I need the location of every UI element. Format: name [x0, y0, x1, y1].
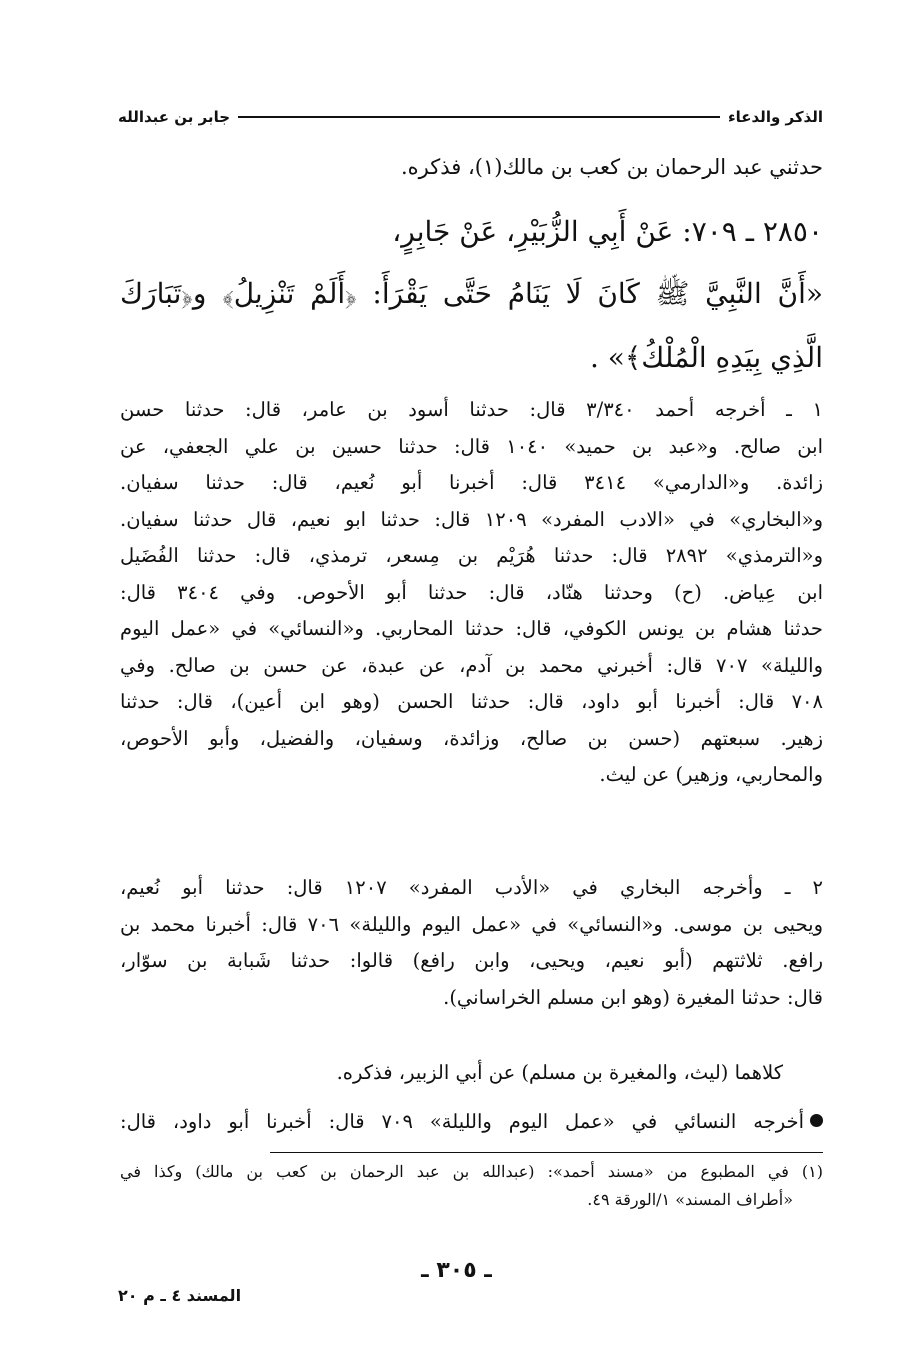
note-line: ٢ ـ وأخرجه البخاري في «الأدب المفرد» ١٢٠٧ قال: حدثنا أبو نُعيم، — [120, 876, 824, 899]
conclusion-line: كلاهما (ليث، والمغيرة بن مسلم) عن أبي الزبير، فذكره. — [336, 1061, 783, 1084]
hadith-heading: ٢٨٥٠ ـ ٧٠٩: عَنْ أَبِي الزُّبَيْرِ، عَنْ جَابِرٍ، — [392, 215, 823, 248]
note-line: قال: حدثنا المغيرة (وهو ابن مسلم الخراساني). — [443, 985, 823, 1009]
header-section-title: الذكر والدعاء — [727, 108, 823, 126]
note-line: و«الترمذي» ٢٨٩٢ قال: حدثنا هُرَيْم بن مِسعر، ترمذي، قال: حدثنا الفُضَيل — [120, 544, 823, 567]
note-line: زهير. سبعتهم (حسن بن صالح، وزائدة، وسفيان، والفضيل، وأبو الأحوص، — [120, 726, 823, 750]
note-line: ٧٠٨ قال: أخبرنا أبو داود، قال: حدثنا الحسن (وهو ابن أعين)، قال: حدثنا — [120, 690, 823, 713]
note-line: زائدة. و«الدارمي» ٣٤١٤ قال: أخبرنا أبو نُعيم، قال: حدثنا سفيان. — [120, 471, 823, 494]
page-number: ـ ٣٠٥ ـ — [421, 1258, 492, 1283]
hadith-line: الَّذِي بِيَدِهِ الْمُلْكُ﴾» . — [589, 341, 823, 374]
running-header — [118, 96, 823, 126]
note-line: و«البخاري» في «الادب المفرد» ١٢٠٩ قال: حدثنا ابو نعيم، قال حدثنا سفيان. — [120, 507, 823, 531]
note-line: ابن عِياض. (ح) وحدثنا هنّاد، قال: حدثنا أبو الأحوص. وفي ٣٤٠٤ قال: — [120, 580, 824, 604]
bullet-note-text: أخرجه النسائي في «عمل اليوم والليلة» ٧٠٩ قال: أخبرنا أبو داود، قال: — [120, 1110, 804, 1133]
hadith-line: «أَنَّ النَّبِيَّ ﷺ كَانَ لَا يَنَامُ حَتَّى يَقْرَأَ: ﴿أَلَمْ تَنْزِيلُ﴾ و﴿تَبَارَكَ — [120, 277, 823, 310]
footnote — [120, 1158, 823, 1214]
takhrij-note-1 — [120, 392, 823, 794]
footnote-line: «أطراف المسند» ١/الورقة ٤٩. — [587, 1190, 793, 1209]
note-line: حدثنا هشام بن يونس الكوفي، قال: حدثنا المحاربي. و«النسائي» في «عمل اليوم — [120, 617, 823, 640]
footnote-divider — [270, 1152, 823, 1153]
takhrij-note-2 — [120, 870, 823, 1016]
footnote-line: (١) في المطبوع من «مسند أحمد»: (عبدالله بن عبد الرحمان بن كعب بن مالك) وكذا في — [120, 1162, 824, 1181]
note-line: رافع. ثلاثتهم (أبو نعيم، ويحيى، وابن رافع) قالوا: حدثنا شَبابة بن سوّار، — [120, 949, 823, 972]
printer-signature: المسند ٤ ـ م ٢٠ — [118, 1286, 242, 1305]
bullet-icon — [810, 1114, 823, 1127]
header-rule — [238, 116, 720, 118]
hadith-text — [120, 262, 823, 390]
header-narrator-title: جابر بن عبدالله — [118, 108, 231, 126]
bullet-note — [120, 1104, 823, 1140]
note-line: ويحيى بن موسى. و«النسائي» في «عمل اليوم والليلة» ٧٠٦ قال: أخبرنا محمد بن — [120, 912, 823, 936]
note-line: ١ ـ أخرجه أحمد ٣/٣٤٠ قال: حدثنا أسود بن عامر، قال: حدثنا حسن — [120, 398, 823, 421]
note-line: ابن صالح. و«عبد بن حميد» ١٠٤٠ قال: حدثنا حسين بن علي الجعفي، عن — [120, 434, 823, 458]
note-line: والمحاربي، وزهير) عن ليث. — [599, 763, 823, 786]
note-line: والليلة» ٧٠٧ قال: أخبرني محمد بن آدم، عن عبدة، عن حسن بن صالح. وفي — [120, 653, 824, 677]
intro-line: حدثني عبد الرحمان بن كعب بن مالك(١)، فذكره. — [400, 155, 823, 179]
